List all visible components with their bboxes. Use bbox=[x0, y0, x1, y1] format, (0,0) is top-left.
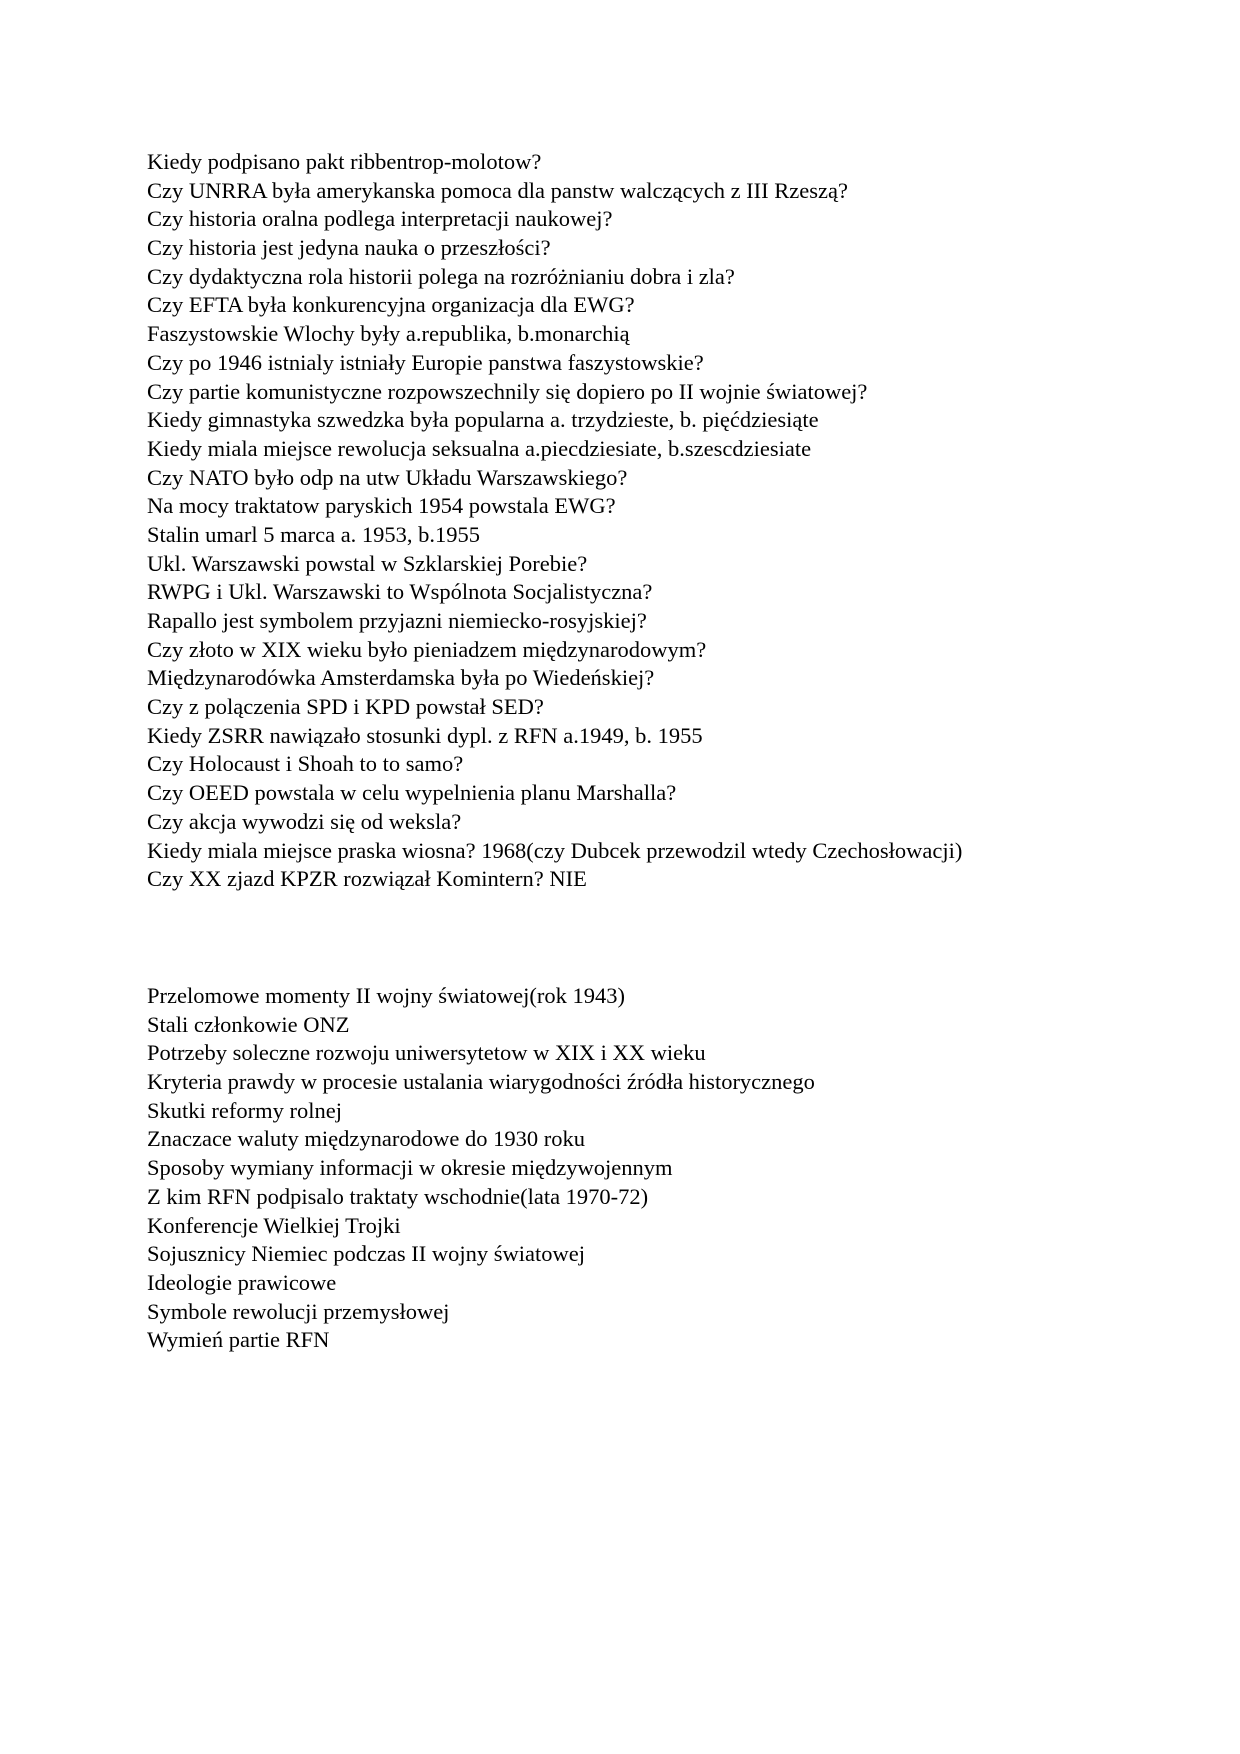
topic-line: Znaczace waluty międzynarodowe do 1930 roku bbox=[147, 1126, 585, 1152]
topic-line: Wymień partie RFN bbox=[147, 1327, 330, 1353]
question-line: Czy akcja wywodzi się od weksla? bbox=[147, 808, 462, 834]
question-line: Czy XX zjazd KPZR rozwiązał Komintern? NIE bbox=[147, 866, 587, 892]
topic-line: Ideologie prawicowe bbox=[147, 1269, 337, 1295]
topic-line: Sposoby wymiany informacji w okresie międzywojennym bbox=[147, 1155, 673, 1181]
question-line: Międzynarodówka Amsterdamska była po Wiedeńskiej? bbox=[147, 665, 655, 691]
question-line: Czy po 1946 istnialy istniały Europie panstwa faszystowskie? bbox=[147, 349, 704, 375]
question-line: Ukl. Warszawski powstal w Szklarskiej Porebie? bbox=[147, 550, 588, 576]
question-line: Czy Holocaust i Shoah to to samo? bbox=[147, 751, 464, 777]
question-line: Stalin umarl 5 marca a. 1953, b.1955 bbox=[147, 521, 481, 547]
topic-line: Stali członkowie ONZ bbox=[147, 1011, 350, 1037]
topic-line: Kryteria prawdy w procesie ustalania wiarygodności źródła historycznego bbox=[147, 1069, 815, 1095]
question-line: Czy partie komunistyczne rozpowszechnily się dopiero po II wojnie światowej? bbox=[147, 378, 868, 404]
question-line: Czy NATO było odp na utw Układu Warszawskiego? bbox=[147, 464, 628, 490]
topic-line: Przelomowe momenty II wojny światowej(rok 1943) bbox=[147, 983, 626, 1008]
question-line: Faszystowskie Wlochy były a.republika, b.monarchią bbox=[147, 321, 630, 347]
topics-list bbox=[147, 982, 1207, 1355]
question-line: Czy historia oralna podlega interpretacji naukowej? bbox=[147, 206, 613, 232]
question-line: Kiedy miala miejsce praska wiosna? 1968(czy Dubcek przewodzil wtedy Czechosłowacji) bbox=[147, 837, 963, 863]
question-line: Czy historia jest jedyna nauka o przeszłości? bbox=[147, 235, 551, 261]
topic-line: Skutki reformy rolnej bbox=[147, 1097, 342, 1123]
question-line: Kiedy miala miejsce rewolucja seksualna a.piecdziesiate, b.szescdziesiate bbox=[147, 435, 812, 461]
question-line: Czy EFTA była konkurencyjna organizacja dla EWG? bbox=[147, 292, 635, 318]
questions-list bbox=[147, 148, 1207, 894]
topic-line: Potrzeby soleczne rozwoju uniwersytetow w XIX i XX wieku bbox=[147, 1040, 706, 1066]
question-line: Czy złoto w XIX wieku było pieniadzem międzynarodowym? bbox=[147, 636, 707, 662]
question-line: Kiedy podpisano pakt ribbentrop-molotow? bbox=[147, 149, 542, 174]
topic-line: Z kim RFN podpisalo traktaty wschodnie(lata 1970-72) bbox=[147, 1183, 649, 1209]
question-line: Czy OEED powstala w celu wypelnienia planu Marshalla? bbox=[147, 780, 677, 806]
question-line: Na mocy traktatow paryskich 1954 powstala EWG? bbox=[147, 493, 616, 519]
topic-line: Konferencje Wielkiej Trojki bbox=[147, 1212, 401, 1238]
question-line: Czy dydaktyczna rola historii polega na rozróżnianiu dobra i zla? bbox=[147, 263, 735, 289]
question-line: Czy UNRRA była amerykanska pomoca dla panstw walczących z III Rzeszą? bbox=[147, 177, 848, 203]
topic-line: Sojusznicy Niemiec podczas II wojny światowej bbox=[147, 1241, 586, 1267]
question-line: Kiedy ZSRR nawiązało stosunki dypl. z RFN a.1949, b. 1955 bbox=[147, 722, 703, 748]
question-line: Rapallo jest symbolem przyjazni niemiecko-rosyjskiej? bbox=[147, 608, 647, 633]
topic-line: Symbole rewolucji przemysłowej bbox=[147, 1298, 450, 1324]
question-line: Czy z polączenia SPD i KPD powstał SED? bbox=[147, 694, 544, 720]
question-line: Kiedy gimnastyka szwedzka była popularna a. trzydzieste, b. pięćdziesiąte bbox=[147, 407, 819, 433]
question-line: RWPG i Ukl. Warszawski to Wspólnota Socjalistyczna? bbox=[147, 579, 653, 605]
